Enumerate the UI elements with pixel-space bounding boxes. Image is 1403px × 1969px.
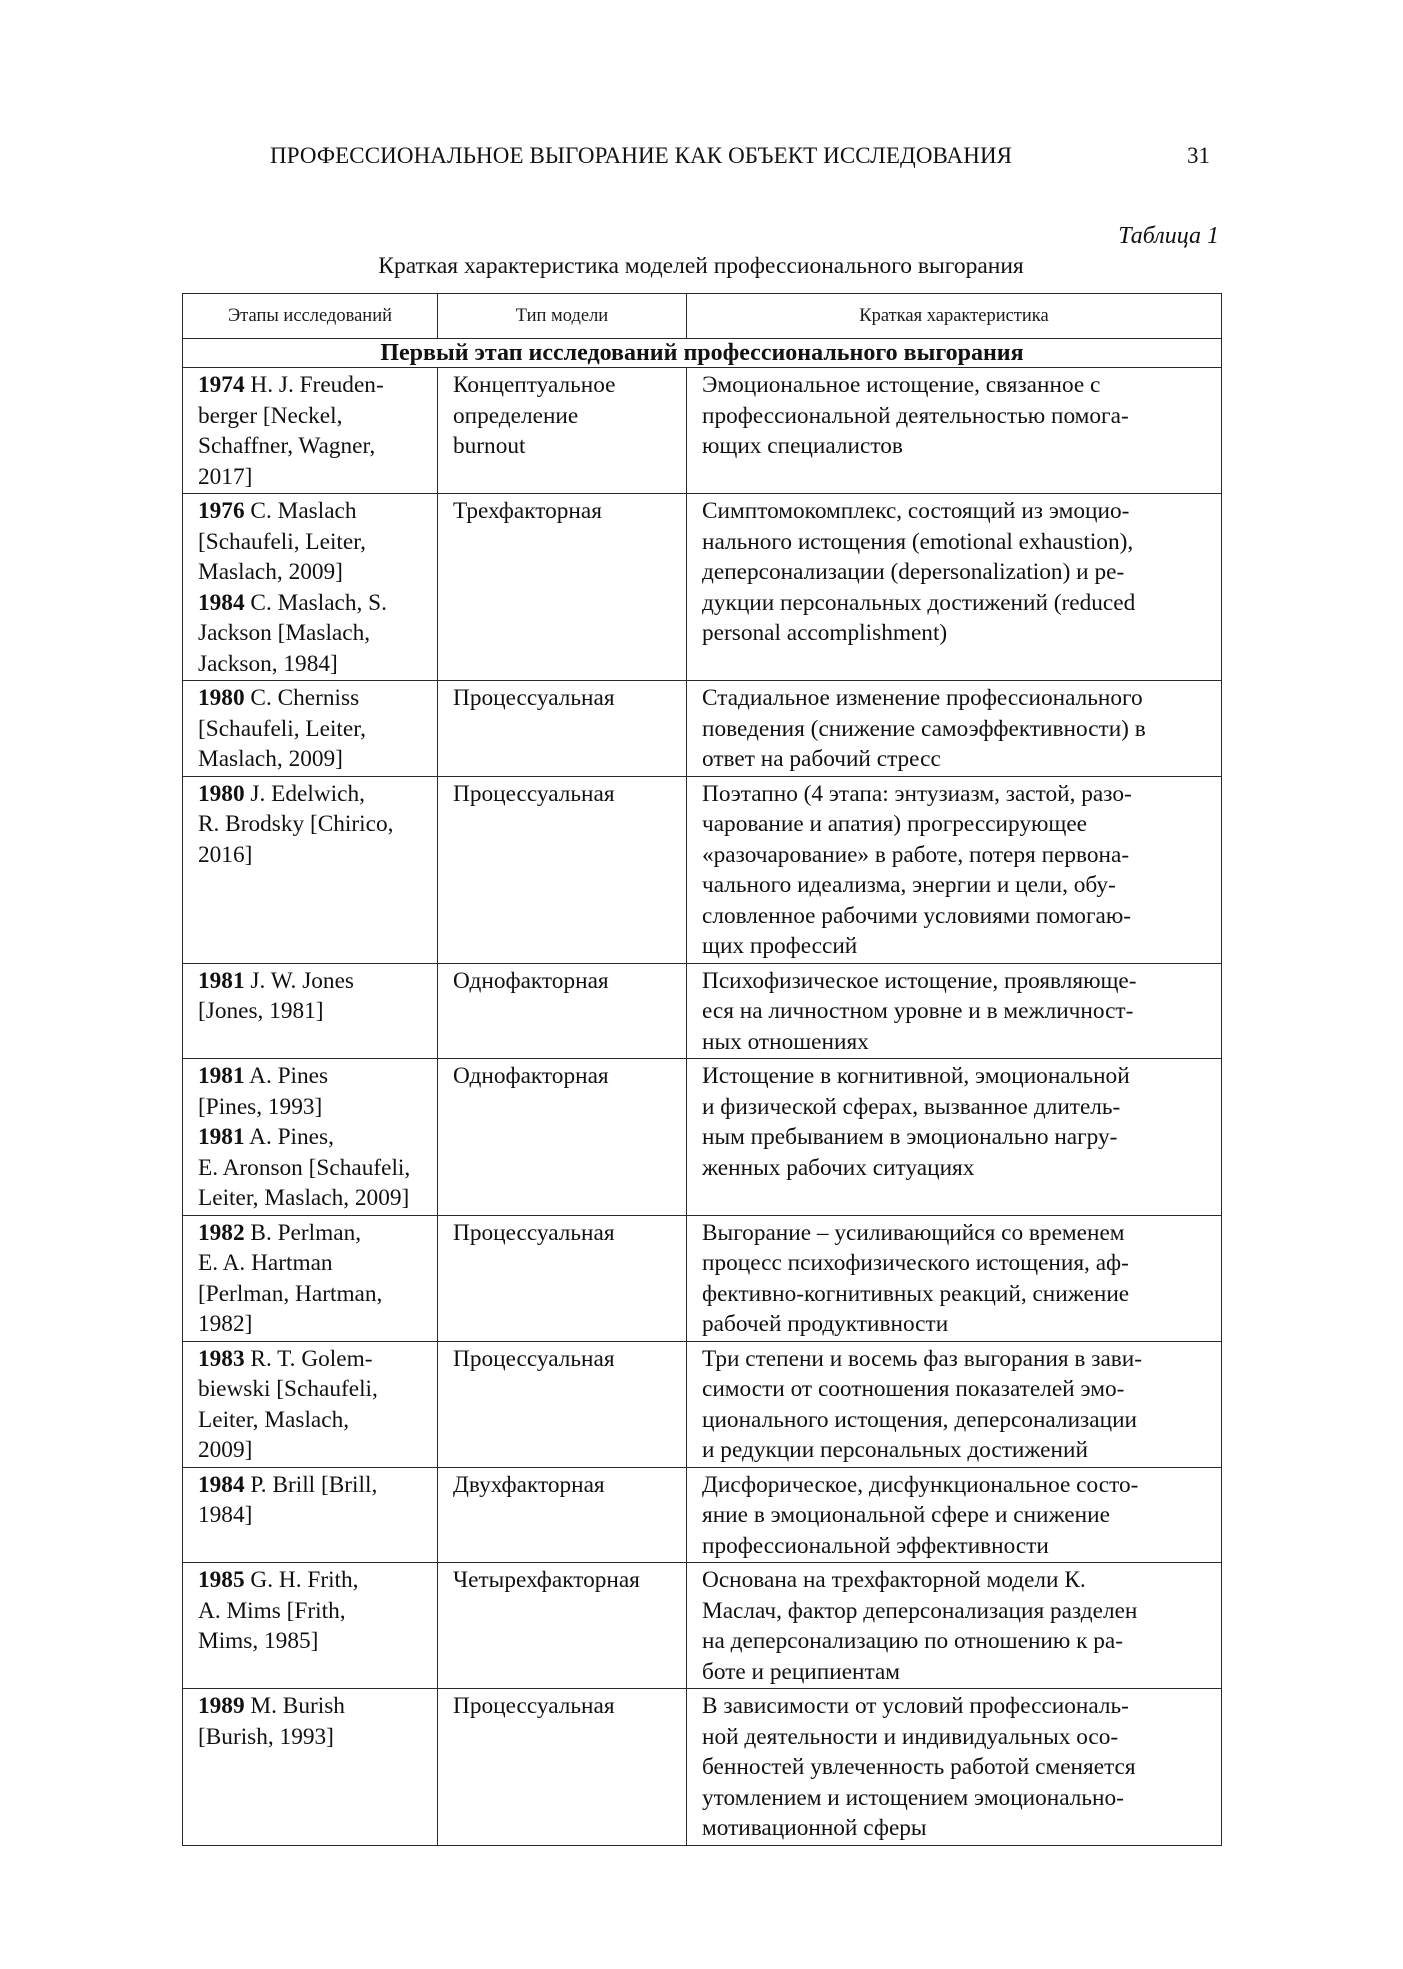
stage-year: 1984 — [198, 1471, 245, 1498]
stage-line — [198, 1092, 429, 1123]
stage-text: 2017] — [198, 463, 253, 490]
stage-line — [198, 1344, 429, 1375]
description-line: Дисфорическое, дисфункциональное состо- — [702, 1471, 1139, 1498]
stage-line — [198, 779, 429, 810]
stage-cell — [183, 776, 438, 963]
description-cell — [687, 1215, 1222, 1341]
model-type-cell — [438, 1689, 687, 1846]
burnout-models-table — [182, 293, 1222, 1846]
stage-text: C. Maslach — [244, 498, 357, 524]
description-line: Три степени и восемь фаз выгорания в зави- — [702, 1345, 1143, 1372]
stage-text: berger [Neckel, — [198, 402, 343, 429]
description-line: В зависимости от условий профессиональ- — [702, 1693, 1129, 1719]
stage-text: C. Cherniss — [244, 685, 360, 711]
stage-text: [Schaufeli, Leiter, — [198, 528, 366, 555]
stage-line — [198, 744, 429, 775]
model-type-line: Однофакторная — [453, 967, 609, 994]
table-row — [183, 1059, 1222, 1216]
stage-line — [198, 966, 429, 997]
stage-line — [198, 996, 429, 1027]
stage-line — [198, 1626, 429, 1657]
stage-cell — [183, 681, 438, 777]
table-row — [183, 494, 1222, 681]
description-line: ным пребыванием в эмоционально нагру- — [702, 1124, 1118, 1150]
stage-text: [Jones, 1981] — [198, 998, 324, 1024]
stage-line — [198, 1218, 429, 1249]
description-line: ющих специалистов — [702, 433, 903, 459]
table-row — [183, 1689, 1222, 1846]
model-type-cell — [438, 1059, 687, 1216]
stage-year: 1984 — [198, 589, 245, 616]
model-type-line: Процессуальная — [453, 685, 615, 711]
stage-line — [198, 1435, 429, 1466]
description-line: поведения (снижение самоэффективности) в — [702, 715, 1146, 742]
description-line: нального истощения (emotional exhaustion), — [702, 528, 1134, 555]
description-line: чарование и апатия) прогрессирующее — [702, 811, 1088, 837]
description-line: бенностей увлеченность работой сменяется — [702, 1754, 1136, 1780]
model-type-cell — [438, 1467, 687, 1563]
stage-line — [198, 1374, 429, 1405]
stage-cell — [183, 1215, 438, 1341]
model-type-line: Процессуальная — [453, 780, 615, 807]
description-line: Поэтапно (4 этапа: энтузиазм, застой, разо- — [702, 780, 1132, 807]
stage-line — [198, 1405, 429, 1436]
description-line: на деперсонализацию по отношению к ра- — [702, 1628, 1123, 1654]
table-row — [183, 1215, 1222, 1341]
stage-year: 1982 — [198, 1219, 245, 1246]
stage-line — [198, 527, 429, 558]
description-line: Истощение в когнитивной, эмоциональной — [702, 1063, 1130, 1089]
stage-year: 1974 — [198, 372, 245, 398]
header-model-type: Тип модели — [438, 294, 687, 339]
description-line: Психофизическое истощение, проявляюще- — [702, 967, 1137, 994]
stage-cell — [183, 963, 438, 1059]
stage-year: 1976 — [198, 498, 245, 524]
stage-text: Leiter, Maslach, 2009] — [198, 1185, 410, 1211]
description-cell — [687, 368, 1222, 494]
stage-text: [Perlman, Hartman, — [198, 1280, 383, 1307]
stage-line — [198, 370, 429, 401]
model-type-cell — [438, 776, 687, 963]
stage-line — [198, 1596, 429, 1627]
description-line: Симптомокомплекс, состоящий из эмоцио- — [702, 498, 1130, 524]
description-line: и редукции персональных достижений — [702, 1437, 1088, 1463]
model-type-line: Однофакторная — [453, 1063, 609, 1089]
stage-text: G. H. Frith, — [244, 1567, 359, 1593]
page-number: 31 — [1187, 143, 1210, 168]
stage-text: Jackson, 1984] — [198, 650, 338, 677]
stage-line — [198, 1248, 429, 1279]
description-line: яние в эмоциональной сфере и снижение — [702, 1502, 1110, 1528]
model-type-line: Четырехфакторная — [453, 1567, 640, 1593]
model-type-cell — [438, 368, 687, 494]
stage-line — [198, 840, 429, 871]
description-cell — [687, 776, 1222, 963]
stage-line — [198, 557, 429, 588]
stage-cell — [183, 1341, 438, 1467]
stage-line — [198, 714, 429, 745]
stage-year: 1983 — [198, 1345, 245, 1372]
stage-text: 2009] — [198, 1437, 253, 1463]
stage-line — [198, 1183, 429, 1214]
stage-line — [198, 496, 429, 527]
model-type-line: Трехфакторная — [453, 498, 602, 524]
stage-text: Mims, 1985] — [198, 1628, 319, 1654]
description-line: ционального истощения, деперсонализации — [702, 1406, 1138, 1433]
section-row — [183, 339, 1222, 368]
stage-cell — [183, 1467, 438, 1563]
stage-line — [198, 1470, 429, 1501]
stage-line — [198, 462, 429, 493]
description-line: «разочарование» в работе, потеря первона- — [702, 841, 1130, 868]
description-line: чального идеализма, энергии и цели, обу- — [702, 872, 1116, 898]
stage-line — [198, 1061, 429, 1092]
stage-text: J. W. Jones — [244, 967, 354, 994]
description-line: деперсонализации (depersonalization) и ре- — [702, 559, 1125, 585]
table-row — [183, 1563, 1222, 1689]
description-cell — [687, 1563, 1222, 1689]
table-row — [183, 681, 1222, 777]
table-row — [183, 1467, 1222, 1563]
model-type-cell — [438, 1341, 687, 1467]
stage-text: M. Burish — [244, 1693, 345, 1719]
stage-line — [198, 1279, 429, 1310]
table-row — [183, 1341, 1222, 1467]
stage-line — [198, 618, 429, 649]
model-type-line: Процессуальная — [453, 1219, 615, 1246]
stage-cell — [183, 368, 438, 494]
stage-text: 1984] — [198, 1502, 253, 1528]
table-header-row — [183, 294, 1222, 339]
description-line: и физической сферах, вызванное длитель- — [702, 1093, 1121, 1120]
stage-year: 1981 — [198, 1124, 245, 1150]
stage-text: B. Perlman, — [244, 1219, 362, 1246]
description-line: ной деятельности и индивидуальных осо- — [702, 1723, 1119, 1750]
description-line: Выгорание – усиливающийся со временем — [702, 1219, 1125, 1246]
stage-line — [198, 1565, 429, 1596]
section-title: Первый этап исследований профессионального выгорания — [183, 339, 1222, 368]
stage-year: 1980 — [198, 685, 245, 711]
description-line: Основана на трехфакторной модели К. — [702, 1567, 1086, 1593]
stage-line — [198, 401, 429, 432]
stage-text: J. Edelwich, — [244, 780, 365, 807]
model-type-line: Концептуальное — [453, 372, 616, 398]
description-line: словленное рабочими условиями помогаю- — [702, 902, 1132, 929]
model-type-line: Процессуальная — [453, 1693, 615, 1719]
model-type-cell — [438, 963, 687, 1059]
stage-text: E. Aronson [Schaufeli, — [198, 1154, 411, 1181]
header-description: Краткая характеристика — [687, 294, 1222, 339]
description-line: боте и реципиентам — [702, 1658, 901, 1685]
stage-text: A. Pines — [244, 1063, 329, 1089]
stage-text: Maslach, 2009] — [198, 559, 343, 585]
stage-text: [Schaufeli, Leiter, — [198, 715, 366, 742]
stage-text: Jackson [Maslach, — [198, 620, 371, 646]
description-line: еся на личностном уровне и в межличност- — [702, 998, 1134, 1024]
description-line: профессиональной эффективности — [702, 1532, 1049, 1559]
stage-line — [198, 809, 429, 840]
stage-text: [Pines, 1993] — [198, 1093, 323, 1120]
stage-line — [198, 1691, 429, 1722]
stage-cell — [183, 1059, 438, 1216]
model-type-cell — [438, 494, 687, 681]
stage-text: R. Brodsky [Chirico, — [198, 811, 394, 837]
stage-line — [198, 431, 429, 462]
description-cell — [687, 1689, 1222, 1846]
description-cell — [687, 1059, 1222, 1216]
description-line: мотивационной сферы — [702, 1815, 927, 1841]
header-stages: Этапы исследований — [183, 294, 438, 339]
stage-line — [198, 683, 429, 714]
description-line: утомлением и истощением эмоционально- — [702, 1784, 1124, 1811]
stage-text: biewski [Schaufeli, — [198, 1376, 378, 1402]
description-line: симости от соотношения показателей эмо- — [702, 1376, 1125, 1402]
stage-year: 1985 — [198, 1567, 245, 1593]
description-cell — [687, 494, 1222, 681]
description-line: personal accomplishment) — [702, 620, 948, 646]
table-row — [183, 963, 1222, 1059]
stage-text: C. Maslach, S. — [244, 589, 387, 616]
model-type-cell — [438, 1215, 687, 1341]
stage-text: Maslach, 2009] — [198, 746, 343, 772]
description-line: дукции персональных достижений (reduced — [702, 589, 1136, 616]
stage-line — [198, 588, 429, 619]
description-line: ответ на рабочий стресс — [702, 746, 941, 772]
description-cell — [687, 963, 1222, 1059]
stage-line — [198, 1309, 429, 1340]
stage-text: Leiter, Maslach, — [198, 1406, 350, 1433]
description-line: Маслач, фактор деперсонализация разделен — [702, 1597, 1138, 1624]
description-line: Стадиальное изменение профессионального — [702, 685, 1143, 711]
stage-cell — [183, 494, 438, 681]
stage-text: 1982] — [198, 1311, 253, 1337]
model-type-cell — [438, 1563, 687, 1689]
description-line: рабочей продуктивности — [702, 1311, 949, 1337]
description-line: Эмоциональное истощение, связанное с — [702, 372, 1101, 398]
table-row — [183, 368, 1222, 494]
model-type-cell — [438, 681, 687, 777]
stage-line — [198, 1722, 429, 1753]
stage-line — [198, 1153, 429, 1184]
stage-line — [198, 649, 429, 680]
model-type-line: burnout — [453, 433, 526, 459]
description-line: щих профессий — [702, 933, 858, 959]
description-cell — [687, 1467, 1222, 1563]
stage-text: E. A. Hartman — [198, 1250, 333, 1276]
table-row — [183, 776, 1222, 963]
stage-text: H. J. Freuden- — [244, 372, 384, 398]
description-line: фективно-когнитивных реакций, снижение — [702, 1280, 1130, 1307]
stage-text: R. T. Golem- — [244, 1345, 373, 1372]
stage-line — [198, 1122, 429, 1153]
model-type-line: Двухфакторная — [453, 1471, 605, 1498]
stage-year: 1981 — [198, 967, 245, 994]
stage-line — [198, 1500, 429, 1531]
model-type-line: Процессуальная — [453, 1345, 615, 1372]
table-title: Краткая характеристика моделей профессионального выгорания — [378, 253, 1024, 279]
stage-year: 1989 — [198, 1693, 245, 1719]
stage-text: A. Pines, — [244, 1124, 334, 1150]
stage-cell — [183, 1689, 438, 1846]
stage-text: P. Brill [Brill, — [244, 1471, 378, 1498]
model-type-line: определение — [453, 402, 579, 429]
stage-text: Schaffner, Wagner, — [198, 433, 376, 459]
stage-text: [Burish, 1993] — [198, 1723, 334, 1750]
stage-year: 1980 — [198, 780, 245, 807]
stage-cell — [183, 1563, 438, 1689]
description-line: профессиональной деятельностью помога- — [702, 402, 1129, 429]
stage-year: 1981 — [198, 1063, 245, 1089]
stage-text: 2016] — [198, 841, 253, 868]
description-cell — [687, 1341, 1222, 1467]
table-label: Таблица 1 — [1118, 223, 1219, 249]
description-line: ных отношениях — [702, 1028, 869, 1055]
stage-text: A. Mims [Frith, — [198, 1597, 346, 1624]
running-head: ПРОФЕССИОНАЛЬНОЕ ВЫГОРАНИЕ КАК ОБЪЕКТ ИССЛЕДОВАНИЯ — [270, 143, 1013, 168]
description-cell — [687, 681, 1222, 777]
description-line: женных рабочих ситуациях — [702, 1154, 975, 1181]
description-line: процесс психофизического истощения, аф- — [702, 1250, 1129, 1276]
